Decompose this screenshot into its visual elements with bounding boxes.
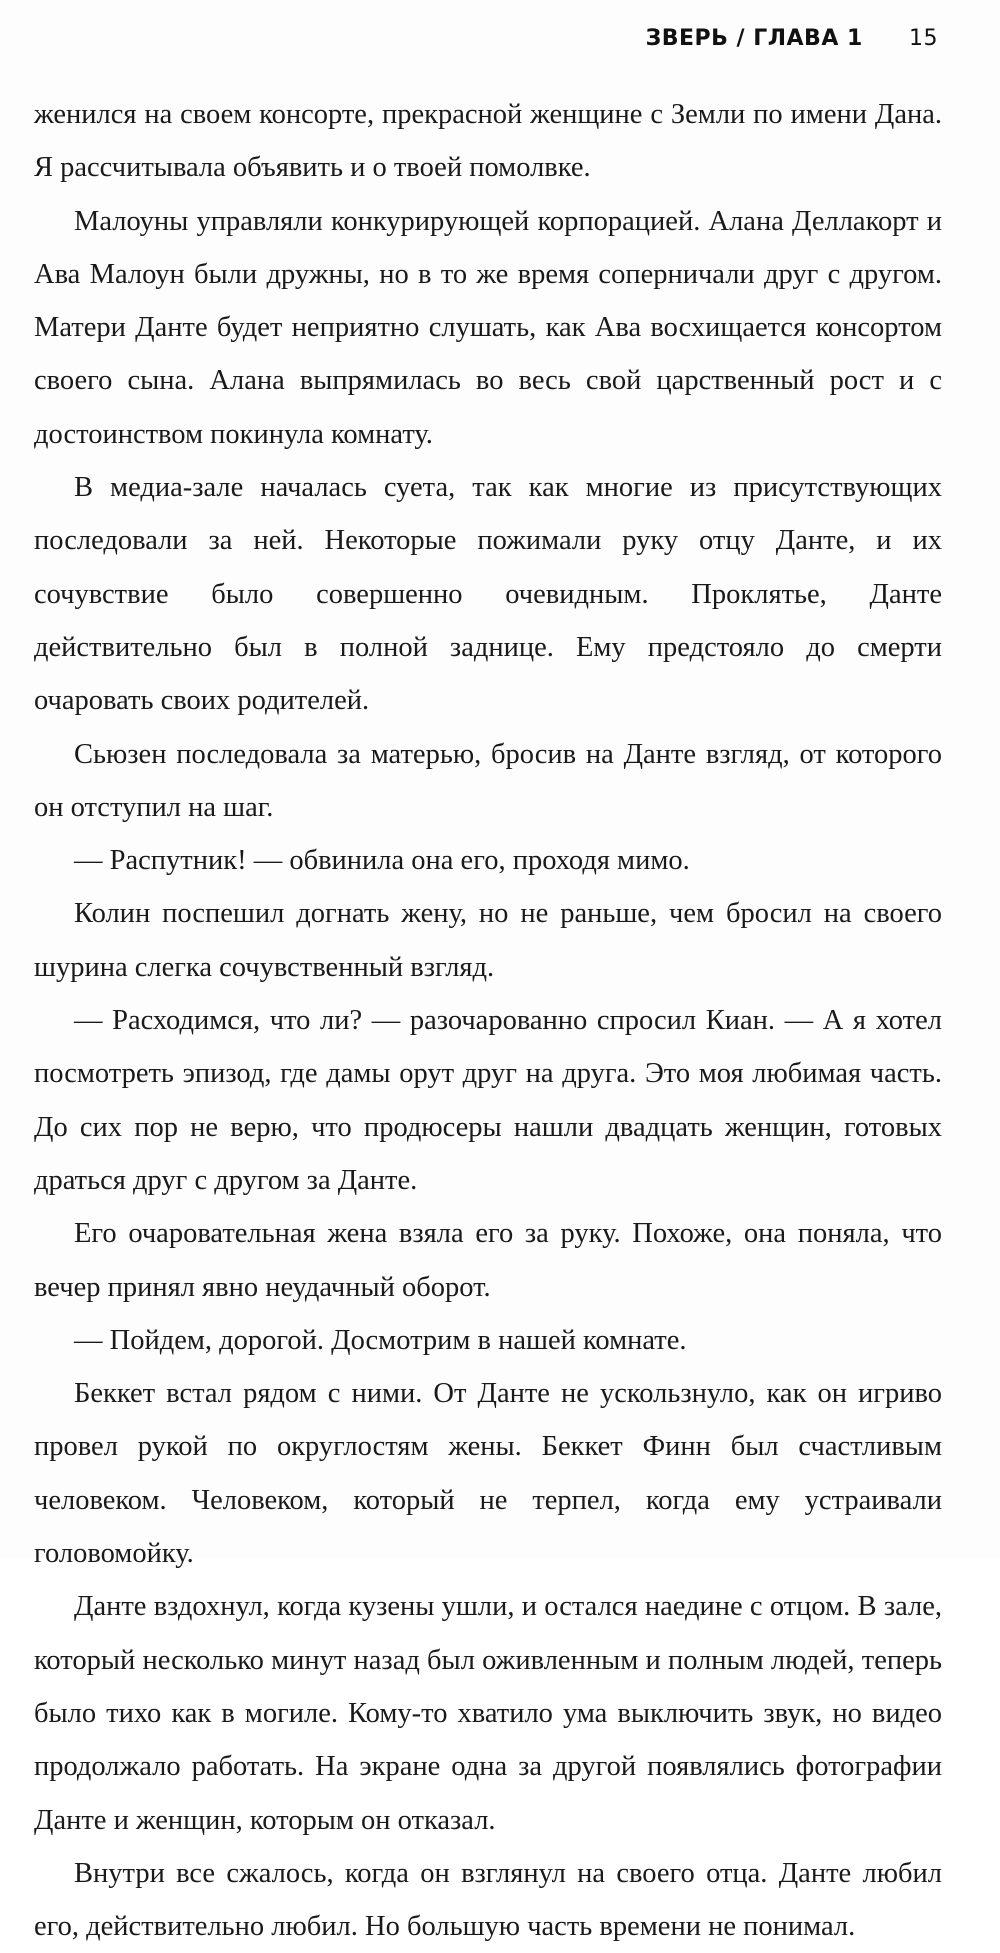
paragraph: Колин поспешил догнать жену, но не раньше, чем бросил на своего шурина слегка сочувственный взгляд. xyxy=(34,898,942,983)
page-number: 15 xyxy=(909,26,938,51)
dialogue-line: — Распутник! — обвинила она его, проходя мимо. xyxy=(74,845,690,877)
paragraph: Сьюзен последовала за матерью, бросив на Данте взгляд, от которого он отступил на шаг. xyxy=(34,738,942,823)
paragraph: Его очаровательная жена взяла его за руку. Похоже, она поняла, что вечер принял явно неудачный оборот. xyxy=(34,1218,942,1303)
dialogue-line: — Пойдем, дорогой. Досмотрим в нашей комнате. xyxy=(74,1324,687,1356)
paragraph: В медиа-зале началась суета, так как многие из присутствующих последовали за ней. Некоторые пожимали руку отцу Данте, и их сочувствие было совершенно очевидным. Проклятье, Данте действительно был в полной заднице. Ему предстояло до смерти очаровать своих родителей. xyxy=(34,472,942,717)
body-text xyxy=(34,88,942,1953)
running-title: ЗВЕРЬ / ГЛАВА 1 xyxy=(645,26,863,51)
running-head xyxy=(646,26,938,51)
paragraph: Малоуны управляли конкурирующей корпорацией. Алана Деллакорт и Ава Малоун были дружны, но в то же время соперничали друг с другом. Матери Данте будет неприятно слушать, как Ава восхищается консортом своего сына. Алана выпрямилась во весь свой царственный рост и с достоинством покинула комнату. xyxy=(34,205,942,450)
dialogue-line: — Расходимся, что ли? — разочарованно спросил Киан. — А я хотел посмотреть эпизод, где дамы орут друг на друга. Это моя любимая часть. До сих пор не верю, что продюсеры нашли двадцать женщин, готовых драться друг с другом за Данте. xyxy=(34,1005,942,1196)
paragraph: Беккет встал рядом с ними. От Данте не ускользнуло, как он игриво провел рукой по округлостям жены. Беккет Финн был счастливым человеком. Человеком, который не терпел, когда ему устраивали головомойку. xyxy=(34,1378,942,1570)
paragraph: Внутри все сжалось, когда он взглянул на своего отца. Данте любил его, действительно любил. Но большую часть времени не понимал. xyxy=(34,1857,942,1943)
paragraph: женился на своем консорте, прекрасной женщине с Земли по имени Дана. Я рассчитывала объявить и о твоей помолвке. xyxy=(34,99,942,184)
paragraph: Данте вздохнул, когда кузены ушли, и остался наедине с отцом. В зале, который несколько минут назад был оживленным и полным людей, теперь было тихо как в могиле. Кому-то хватило ума выключить звук, но видео продолжало работать. На экране одна за другой появлялись фотографии Данте и женщин, которым он отказал. xyxy=(34,1591,942,1836)
